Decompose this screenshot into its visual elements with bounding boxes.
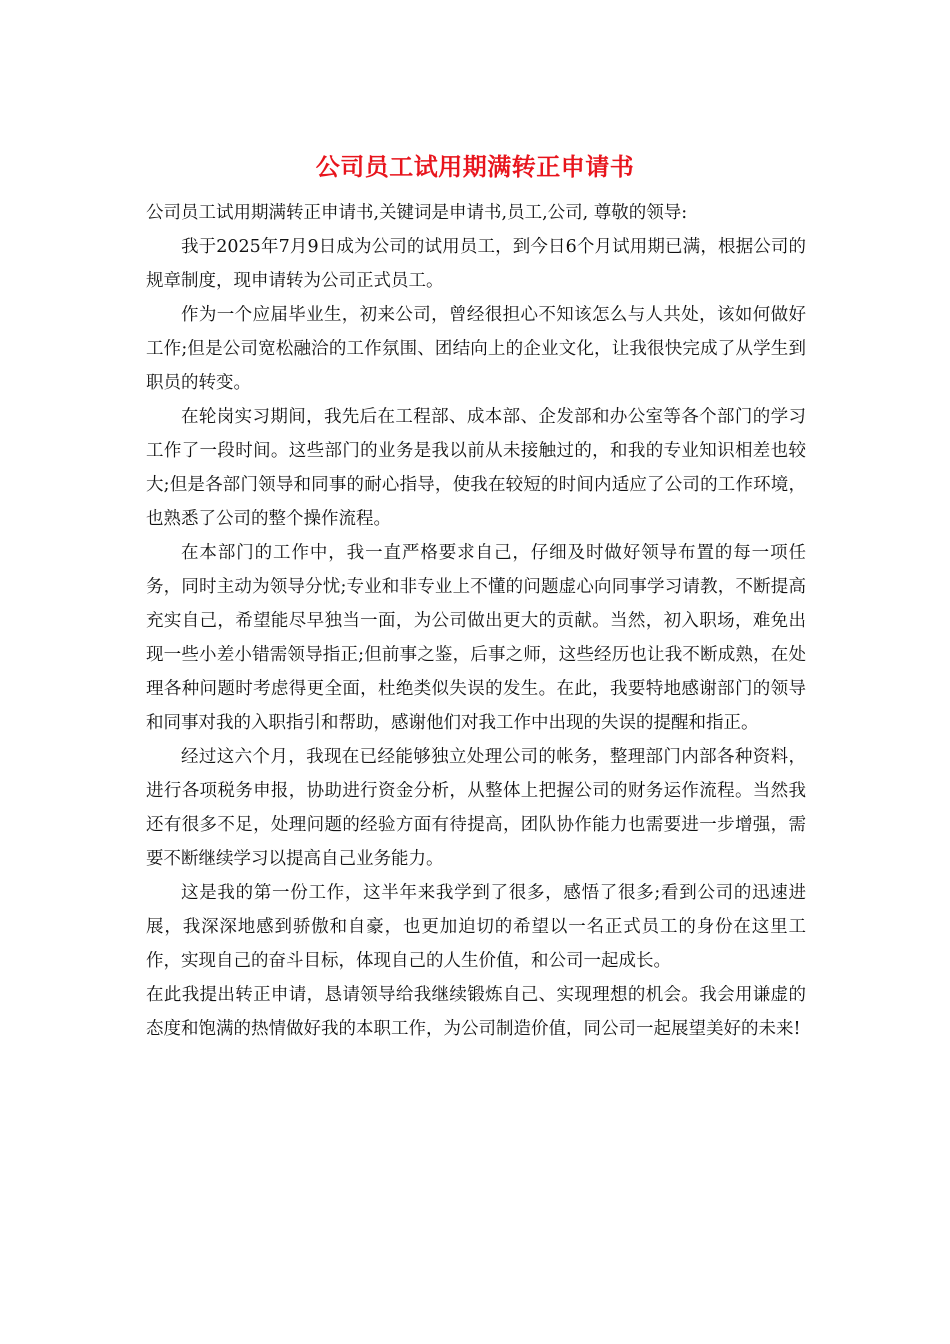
paragraph-4: 在本部门的工作中，我一直严格要求自己，仔细及时做好领导布置的每一项任务，同时主动为领导分忧;专业和非专业上不懂的问题虚心向同事学习请教，不断提高充实自己，希望能尽早独当一面，为公司做出更大的贡献。当然，初入职场，难免出现一些小差小错需领导指正;但前事之鉴，后事之师，这些经历也让我不断成熟，在处理各种问题时考虑得更全面，杜绝类似失误的发生。在此，我要特地感谢部门的领导和同事对我的入职指引和帮助，感谢他们对我工作中出现的失误的提醒和指正。 [146,543,806,733]
paragraph-2: 作为一个应届毕业生，初来公司，曾经很担心不知该怎么与人共处，该如何做好工作;但是公司宽松融洽的工作氛围、团结向上的企业文化，让我很快完成了从学生到职员的转变。 [146,305,806,393]
paragraph-7: 在此我提出转正申请，恳请领导给我继续锻炼自己、实现理想的机会。我会用谦虚的态度和饱满的热情做好我的本职工作，为公司制造价值，同公司一起展望美好的未来! [146,985,806,1039]
intro-line: 公司员工试用期满转正申请书,关键词是申请书,员工,公司, 尊敬的领导: [146,203,688,223]
paragraph-5: 经过这六个月，我现在已经能够独立处理公司的帐务，整理部门内部各种资料，进行各项税务申报，协助进行资金分析，从整体上把握公司的财务运作流程。当然我还有很多不足，处理问题的经验方面有待提高，团队协作能力也需要进一步增强，需要不断继续学习以提高自己业务能力。 [146,747,806,869]
paragraph-6: 这是我的第一份工作，这半年来我学到了很多，感悟了很多;看到公司的迅速进展，我深深地感到骄傲和自豪，也更加迫切的希望以一名正式员工的身份在这里工作，实现自己的奋斗目标，体现自己的人生价值，和公司一起成长。 [146,883,806,971]
document-title: 公司员工试用期满转正申请书 [315,152,635,181]
paragraph-3: 在轮岗实习期间，我先后在工程部、成本部、企发部和办公室等各个部门的学习工作了一段时间。这些部门的业务是我以前从未接触过的，和我的专业知识相差也较大;但是各部门领导和同事的耐心指导，使我在较短的时间内适应了公司的工作环境，也熟悉了公司的整个操作流程。 [146,407,806,529]
paragraph-1: 我于2025年7月9日成为公司的试用员工，到今日6个月试用期已满，根据公司的规章制度，现申请转为公司正式员工。 [146,237,806,291]
document-body [146,196,806,1046]
